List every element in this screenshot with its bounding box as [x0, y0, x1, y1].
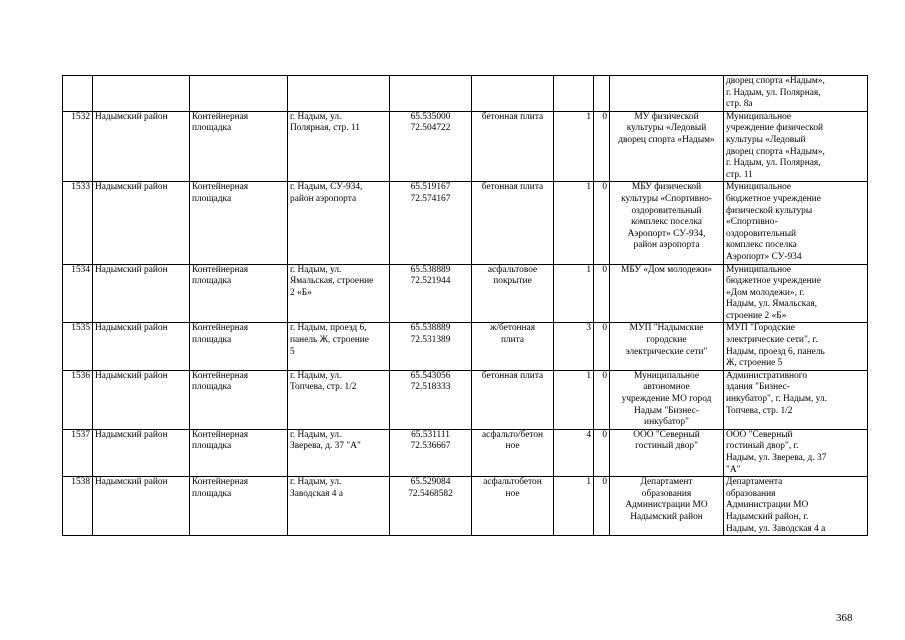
cell-address	[288, 111, 390, 182]
table-row	[63, 264, 868, 323]
cell-address	[288, 264, 390, 323]
coordinates-line: 72.521944	[410, 276, 451, 287]
table-row	[63, 182, 868, 264]
cell-address	[288, 429, 390, 476]
owner-line: Надым, ул. Заводская 4 а	[726, 523, 826, 534]
cell-district: Надымский район	[93, 370, 190, 429]
organization-line: инкубатор"	[644, 417, 689, 428]
owner-line: Ж, строение 5	[726, 358, 783, 369]
cell-coordinates	[390, 477, 472, 536]
coordinates-line: 72.536667	[410, 441, 451, 452]
address-line: панель Ж, строение	[290, 335, 369, 346]
coordinates-line: 72.574167	[410, 193, 451, 204]
owner-line: "А"	[726, 464, 741, 475]
owner-line: «Спортивно-	[726, 217, 778, 228]
owner-line: Надым, ул. Ямальская,	[726, 299, 817, 310]
cell-extra: 0	[594, 429, 610, 476]
address-line: г. Надым, ул.	[290, 370, 342, 381]
owner-line: Надымский район, г.	[726, 511, 809, 522]
type-line: площадка	[192, 441, 232, 452]
owner-line: комплекс поселка	[726, 240, 797, 251]
table-row	[63, 429, 868, 476]
owner-line: Аэропорт» СУ-934	[726, 251, 802, 262]
organization-line: МУ физической	[634, 111, 699, 122]
address-line: Зверева, д. 37 "А"	[290, 441, 361, 452]
owner-line: Надым, проезд 6, панель	[726, 346, 825, 357]
cell-type	[190, 370, 288, 429]
cover-line: бетонная плита	[481, 111, 544, 122]
cell-number: 1538	[63, 477, 93, 536]
cover-line: бетонная плита	[481, 370, 544, 381]
address-line: 2 «Б»	[290, 287, 312, 298]
cell-count: 1	[554, 111, 594, 182]
owner-line: Муниципальное	[726, 264, 792, 275]
coordinates-line: 72.518333	[410, 382, 451, 393]
cell-type	[190, 323, 288, 370]
cover-line: покрытие	[493, 276, 532, 287]
organization-line: Департамент	[640, 477, 693, 488]
table-row-continued	[63, 76, 868, 112]
address-line: г. Надым, проезд 6,	[290, 323, 367, 334]
cell-type	[190, 429, 288, 476]
organization-line: городские	[646, 335, 687, 346]
coordinates-line: 65.538889	[410, 323, 451, 334]
organization-line: Муниципальное	[633, 370, 700, 381]
organization-line: Надымский район	[630, 511, 703, 522]
cell-cover	[472, 429, 554, 476]
type-line: Контейнерная	[192, 323, 249, 334]
type-line: площадка	[192, 123, 232, 134]
cover-line: бетонная плита	[481, 182, 544, 193]
type-line: Контейнерная	[192, 370, 249, 381]
cell-district: Надымский район	[93, 429, 190, 476]
table-body	[63, 76, 868, 536]
owner-line: Департамента	[726, 477, 783, 488]
owner-line: инкубатор", г. Надым, ул.	[726, 394, 827, 405]
owner-line: физической культуры	[726, 205, 813, 216]
address-line: г. Надым, ул.	[290, 477, 342, 488]
coordinates-line: 65.535000	[410, 111, 451, 122]
cell-cover	[472, 477, 554, 536]
coordinates-line: 72.531389	[410, 335, 451, 346]
type-line: площадка	[192, 488, 232, 499]
cell-owner	[724, 323, 868, 370]
type-line: площадка	[192, 276, 232, 287]
cell-address	[288, 182, 390, 264]
address-line: Полярная, стр. 11	[290, 123, 360, 134]
cell-cover	[472, 182, 554, 264]
cell-coordinates	[390, 264, 472, 323]
cell-count: 1	[554, 477, 594, 536]
type-line: Контейнерная	[192, 477, 249, 488]
owner-line: учреждение физической	[726, 123, 824, 134]
type-line: Контейнерная	[192, 429, 249, 440]
organization-line: оздоровительный	[631, 205, 702, 216]
cell-owner	[724, 76, 868, 112]
cover-line: ное	[505, 441, 520, 452]
cell-organization	[610, 323, 724, 370]
owner-line: Муниципальное	[726, 182, 792, 193]
owner-line: гостиный двор", г.	[726, 441, 799, 452]
organization-line: электрические сети"	[625, 346, 708, 357]
type-line: площадка	[192, 335, 232, 346]
organization-line: культуры «Спортивно-	[621, 193, 712, 204]
organization-line: образования	[641, 488, 692, 499]
cell-district: Надымский район	[93, 264, 190, 323]
organization-line: комплекс поселка	[631, 217, 702, 228]
organization-line: Надым "Бизнес-	[634, 405, 699, 416]
owner-line: МУП "Городские	[726, 323, 795, 334]
cell-district: Надымский район	[93, 111, 190, 182]
coordinates-line: 72.5468582	[408, 488, 453, 499]
address-line: г. Надым, СУ-934,	[290, 182, 363, 193]
address-line: Топчева, стр. 1/2	[290, 382, 357, 393]
cover-line: ж/бетонная	[489, 323, 536, 334]
organization-line: гостиный двор"	[635, 441, 698, 452]
address-line: район аэропорта	[290, 193, 357, 204]
cell-organization	[610, 264, 724, 323]
owner-line: стр. 8а	[726, 99, 753, 110]
cell-owner	[724, 264, 868, 323]
cell-organization	[610, 429, 724, 476]
cell-district: Надымский район	[93, 477, 190, 536]
cell-count	[554, 76, 594, 112]
cover-line: плита	[500, 335, 525, 346]
cell-number: 1534	[63, 264, 93, 323]
cell-extra	[594, 76, 610, 112]
owner-line: строение 2 «Б»	[726, 310, 787, 321]
cell-extra: 0	[594, 111, 610, 182]
cell-coordinates	[390, 111, 472, 182]
organization-line: культуры «Ледовый	[626, 123, 707, 134]
coordinates-line: 72.504722	[410, 123, 451, 134]
cover-line: асфальто/бетон	[481, 429, 544, 440]
cell-count: 1	[554, 182, 594, 264]
register-table	[62, 75, 868, 536]
type-line: площадка	[192, 193, 232, 204]
owner-line: здания "Бизнес-	[726, 382, 790, 393]
owner-line: дворец спорта «Надым»,	[726, 146, 825, 157]
coordinates-line: 65.529084	[410, 477, 451, 488]
cell-extra: 0	[594, 477, 610, 536]
cell-organization	[610, 76, 724, 112]
organization-line: Аэропорт» СУ-934,	[627, 228, 706, 239]
owner-line: Муниципальное	[726, 111, 792, 122]
cell-address	[288, 477, 390, 536]
cover-line: асфальтобетон	[483, 477, 542, 488]
address-line: Заводская 4 а	[290, 488, 343, 499]
owner-line: Администрации МО	[726, 500, 809, 511]
cell-extra: 0	[594, 182, 610, 264]
organization-line: автономное	[643, 382, 690, 393]
cell-extra: 0	[594, 264, 610, 323]
cell-organization	[610, 111, 724, 182]
cell-count: 4	[554, 429, 594, 476]
type-line: площадка	[192, 382, 232, 393]
organization-line: МБУ физической	[631, 182, 702, 193]
organization-line: МУП "Надымские	[629, 323, 704, 334]
organization-line: Администрации МО	[625, 500, 708, 511]
owner-line: Административного	[726, 370, 808, 381]
cell-type	[190, 111, 288, 182]
organization-line: МБУ «Дом молодежи»	[621, 264, 712, 275]
organization-line: ООО "Северный	[633, 429, 700, 440]
cell-number	[63, 76, 93, 112]
owner-line: Надым, ул. Зверева, д. 37	[726, 453, 827, 463]
cell-organization	[610, 477, 724, 536]
cell-cover	[472, 323, 554, 370]
owner-line: культуры «Ледовый	[726, 134, 806, 145]
cover-line: ное	[505, 488, 520, 499]
table-row	[63, 111, 868, 182]
cell-address	[288, 76, 390, 112]
table-row	[63, 370, 868, 429]
cell-owner	[724, 182, 868, 264]
cell-owner	[724, 477, 868, 536]
owner-line: оздоровительный	[726, 228, 797, 239]
owner-line: «Дом молодежи», г.	[726, 287, 805, 298]
cell-address	[288, 323, 390, 370]
table-row	[63, 323, 868, 370]
cell-coordinates	[390, 182, 472, 264]
cell-count: 1	[554, 264, 594, 323]
type-line: Контейнерная	[192, 264, 249, 275]
cell-number: 1532	[63, 111, 93, 182]
cell-number: 1533	[63, 182, 93, 264]
owner-line: г. Надым, ул. Полярная,	[726, 87, 821, 98]
cell-cover	[472, 111, 554, 182]
owner-line: Топчева, стр. 1/2	[726, 405, 793, 416]
cell-organization	[610, 370, 724, 429]
owner-line: электрические сети", г.	[726, 335, 818, 346]
owner-line: образования	[726, 488, 776, 499]
address-line: Ямальская, строение	[290, 276, 374, 287]
owner-line: ООО "Северный	[726, 429, 793, 440]
address-line: 5	[290, 346, 295, 357]
cell-coordinates	[390, 76, 472, 112]
coordinates-line: 65.531111	[411, 429, 450, 440]
cell-district: Надымский район	[93, 323, 190, 370]
coordinates-line: 65.538889	[410, 264, 451, 275]
cell-number: 1537	[63, 429, 93, 476]
table-row	[63, 477, 868, 536]
cell-type	[190, 477, 288, 536]
owner-line: дворец спорта «Надым»,	[726, 76, 825, 86]
organization-line: учреждение МО город	[621, 394, 712, 405]
cell-cover	[472, 76, 554, 112]
cell-organization	[610, 182, 724, 264]
cell-owner	[724, 111, 868, 182]
type-line: Контейнерная	[192, 111, 249, 122]
owner-line: стр. 11	[726, 169, 753, 180]
organization-line: район аэропорта	[633, 240, 700, 251]
coordinates-line: 65.543056	[410, 370, 451, 381]
address-line: г. Надым, ул.	[290, 264, 342, 275]
cell-type	[190, 264, 288, 323]
page-number: 368	[836, 612, 853, 624]
cell-coordinates	[390, 370, 472, 429]
cell-district	[93, 76, 190, 112]
address-line: г. Надым, ул.	[290, 429, 342, 440]
cell-owner	[724, 429, 868, 476]
cell-extra: 0	[594, 370, 610, 429]
cell-extra: 0	[594, 323, 610, 370]
cover-line: асфальтовое	[487, 264, 538, 275]
cell-number: 1536	[63, 370, 93, 429]
cell-district: Надымский район	[93, 182, 190, 264]
cell-owner	[724, 370, 868, 429]
cell-type	[190, 76, 288, 112]
cell-type	[190, 182, 288, 264]
organization-line: дворец спорта «Надым»	[618, 134, 715, 145]
coordinates-line: 65.519167	[410, 182, 451, 193]
cell-cover	[472, 370, 554, 429]
cell-number: 1535	[63, 323, 93, 370]
address-line: г. Надым, ул.	[290, 111, 342, 122]
cell-coordinates	[390, 323, 472, 370]
owner-line: бюджетное учреждение	[726, 276, 821, 287]
cell-count: 3	[554, 323, 594, 370]
cell-count: 1	[554, 370, 594, 429]
owner-line: г. Надым, ул. Полярная,	[726, 158, 821, 169]
cell-address	[288, 370, 390, 429]
owner-line: бюджетное учреждение	[726, 193, 821, 204]
cell-cover	[472, 264, 554, 323]
cell-coordinates	[390, 429, 472, 476]
type-line: Контейнерная	[192, 182, 249, 193]
